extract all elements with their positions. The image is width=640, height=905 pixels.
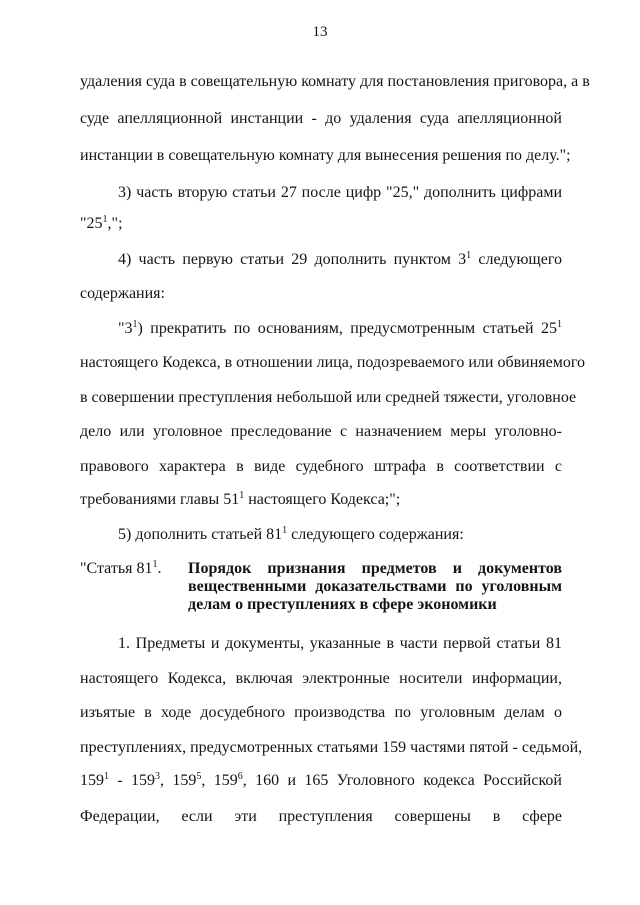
article-title-line: делам о преступлениях в сфере экономики [188, 596, 497, 613]
text-line: инстанции в совещательную комнату для вынесения решения по делу."; [80, 147, 571, 164]
text-line: дело или уголовное преследование с назначением меры уголовно- [80, 423, 562, 440]
superscript: 1 [104, 771, 109, 782]
quoted-point: "$3^1$) прекратить по основаниям, предусмотренным статьей $25^1$ [118, 319, 562, 337]
article-title [188, 560, 562, 614]
text-line: правового характера в виде судебного штрафа в соответствии с [80, 458, 562, 475]
superscript: 1 [466, 250, 472, 261]
superscript: 1 [282, 525, 288, 536]
text-line: настоящего Кодекса, в отношении лица, подозреваемого или обвиняемого [80, 354, 586, 371]
superscript: 6 [237, 771, 243, 782]
superscript: 1 [152, 559, 158, 570]
text-line: содержания: [80, 285, 165, 302]
text-line: Федерации, если эти преступления совершены в сфере [80, 808, 562, 825]
article-title-line: Порядок признания предметов и документов [188, 560, 562, 577]
article-title-line: вещественными доказательствами по уголовным [188, 578, 562, 595]
superscript: 1 [239, 490, 245, 501]
text-line: требованиями главы $51^1$ настоящего Кодекса;"; [80, 490, 401, 508]
superscript: 3 [155, 771, 161, 782]
superscript: 1 [102, 214, 108, 225]
text-line: настоящего Кодекса, включая электронные носители информации, [80, 670, 562, 687]
text-line: "$25^1$,"; [80, 214, 123, 232]
page-number: 13 [312, 24, 328, 40]
superscript: 1 [557, 319, 562, 330]
list-item-4: 4) часть первую статьи 29 дополнить пунктом $3^1$ следующего [118, 250, 563, 268]
article-label: "Статья $81^1$. [80, 559, 162, 577]
text-line: в совершении преступления небольшой или средней тяжести, уголовное [80, 389, 577, 406]
superscript: 1 [132, 319, 138, 330]
text-line: изъятые в ходе досудебного производства по уголовным делам о [80, 704, 562, 721]
text-line: удаления суда в совещательную комнату для постановления приговора, а в [80, 73, 590, 90]
list-item-5: 5) дополнить статьей $81^1$ следующего содержания: [118, 525, 464, 543]
text-line: преступлениях, предусмотренных статьями 159 частями пятой - седьмой, [80, 739, 583, 756]
paragraph-1-first-line: 1. Предметы и документы, указанные в части первой статьи 81 [118, 635, 562, 652]
text-line: суде апелляционной инстанции - до удаления суда апелляционной [80, 110, 562, 127]
superscript: 5 [196, 771, 202, 782]
list-item-3: 3) часть вторую статьи 27 после цифр "25," дополнить цифрами [118, 184, 562, 201]
text-line: $159^1 - 159^3$, $159^5$, $159^6$, 160 и 165 Уголовного кодекса Российской [80, 771, 562, 789]
